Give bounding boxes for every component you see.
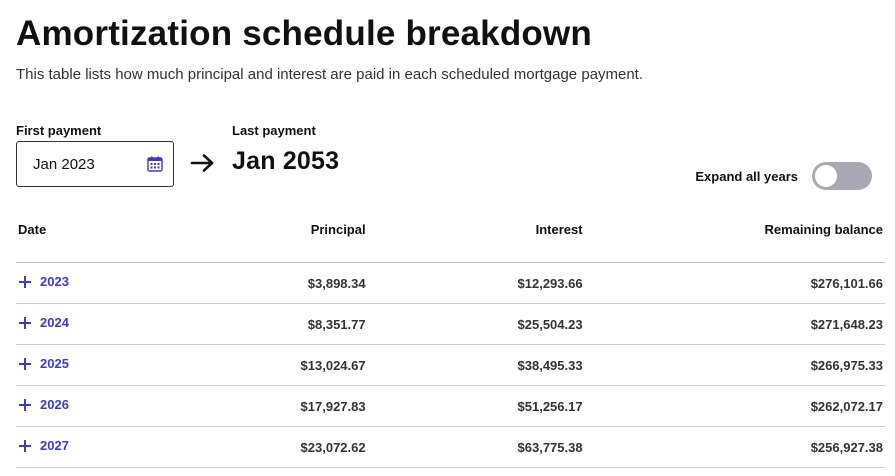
table-row xyxy=(16,427,885,468)
row-interest: $25,504.23 xyxy=(368,304,585,345)
row-balance: $271,648.23 xyxy=(585,304,885,345)
row-interest: $51,256.17 xyxy=(368,386,585,427)
page xyxy=(16,0,885,455)
row-principal: $13,024.67 xyxy=(221,345,368,386)
row-interest: $63,775.38 xyxy=(368,427,585,468)
calendar-icon[interactable] xyxy=(147,156,163,172)
table-row xyxy=(16,263,885,304)
expand-year-2026-button[interactable] xyxy=(18,397,69,412)
expand-year-2025-button[interactable] xyxy=(18,356,69,371)
header-principal: Principal xyxy=(221,222,368,263)
row-principal: $3,898.34 xyxy=(221,263,368,304)
row-interest: $38,495.33 xyxy=(368,345,585,386)
row-year: 2023 xyxy=(40,274,69,290)
table-row xyxy=(16,345,885,386)
row-year: 2026 xyxy=(40,397,69,413)
plus-icon xyxy=(18,439,32,453)
row-balance: $276,101.66 xyxy=(585,263,885,304)
first-payment-label: First payment xyxy=(16,123,102,138)
expand-all-years-label: Expand all years xyxy=(695,168,798,184)
page-title: Amortization schedule breakdown xyxy=(16,14,593,53)
row-year: 2024 xyxy=(40,315,69,331)
row-year: 2025 xyxy=(40,356,69,372)
expand-all-years-toggle[interactable] xyxy=(812,162,872,190)
expand-all-years xyxy=(695,162,872,190)
row-interest: $12,293.66 xyxy=(368,263,585,304)
page-subtitle: This table lists how much principal and interest are paid in each scheduled mortgage payment. xyxy=(16,66,644,83)
header-date: Date xyxy=(16,222,221,263)
arrow-right-icon xyxy=(190,153,216,173)
plus-icon xyxy=(18,275,32,289)
last-payment-value: Jan 2053 xyxy=(232,147,340,175)
row-principal: $17,927.83 xyxy=(221,386,368,427)
expand-year-2024-button[interactable] xyxy=(18,315,69,330)
plus-icon xyxy=(18,316,32,330)
payment-controls xyxy=(16,120,885,195)
row-balance: $262,072.17 xyxy=(585,386,885,427)
row-year: 2027 xyxy=(40,438,69,454)
last-payment-label: Last payment xyxy=(232,123,316,138)
plus-icon xyxy=(18,398,32,412)
table-row xyxy=(16,386,885,427)
table-row xyxy=(16,304,885,345)
table-header-row xyxy=(16,222,885,263)
first-payment-date-picker[interactable] xyxy=(16,141,174,187)
header-interest: Interest xyxy=(368,222,585,263)
header-remaining-balance: Remaining balance xyxy=(585,222,885,263)
expand-year-2027-button[interactable] xyxy=(18,438,69,453)
plus-icon xyxy=(18,357,32,371)
amortization-table xyxy=(16,222,885,468)
row-principal: $23,072.62 xyxy=(221,427,368,468)
toggle-knob xyxy=(815,165,837,187)
row-balance: $266,975.33 xyxy=(585,345,885,386)
row-principal: $8,351.77 xyxy=(221,304,368,345)
first-payment-value: Jan 2023 xyxy=(33,155,95,173)
row-balance: $256,927.38 xyxy=(585,427,885,468)
expand-year-2023-button[interactable] xyxy=(18,274,69,289)
